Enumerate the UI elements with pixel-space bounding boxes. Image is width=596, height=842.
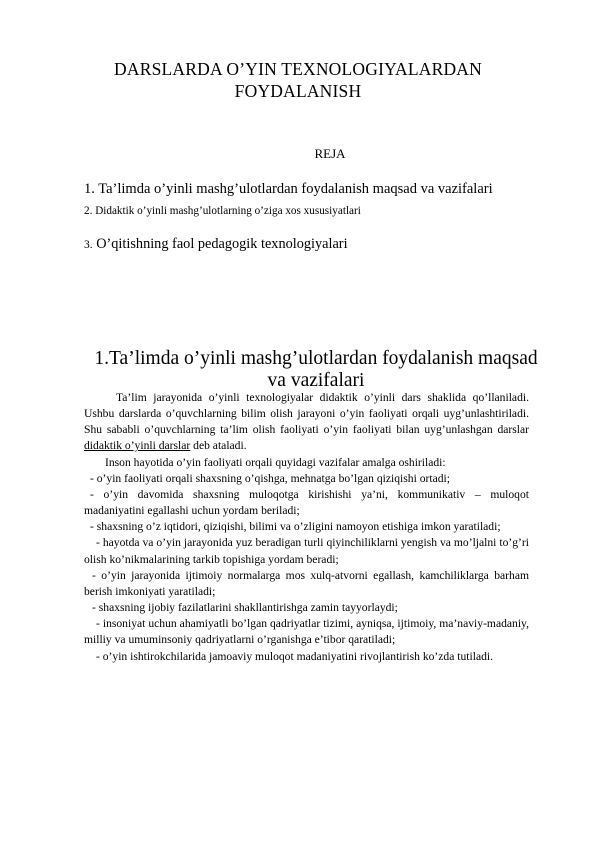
list-item: - o’yin ishtirokchilarida jamoaviy muloqot madaniyatini rivojlantirish ko’zda tutiladi.	[96, 649, 494, 663]
list-item: - shaxsning ijobiy fazilatlarini shakllantirishga zamin tayyorlaydi;	[92, 601, 398, 615]
document-title: DARSLARDA O’YIN TEXNOLOGIYALARDAN FOYDALANISH	[114, 59, 482, 101]
section-body	[84, 390, 529, 665]
plan-item-2-text: Didaktik o’yinli mashg’ulotlarning o’ziga xos xususiyatlari	[95, 205, 361, 217]
didactic-lessons-link: didaktik o’yinli darslar	[84, 439, 191, 453]
plan-item-2-number: 2.	[84, 205, 93, 217]
list-item: - o’yin jarayonida ijtimoiy normalarga mos xulq-atvorni egallash, kamchiliklarga barham berish imkoniyati yaratiladi;	[84, 568, 529, 598]
list-item: - o’yin davomida shaxsning muloqotga kirishishi ya’ni, kommunikativ – muloqot madaniyatini egallashi uchun yordam beriladi;	[84, 487, 529, 518]
plan-heading: REJA	[314, 146, 346, 161]
list-item: - shaxsning o’z iqtidori, qiziqishi, bilimi va o’zligini namoyon etishiga imkon yaratiladi;	[90, 520, 501, 534]
plan-item-1	[84, 181, 556, 198]
list-item: - hayotda va o’yin jarayonida yuz beradigan turli qiyinchiliklarni yengish va mo’ljalni to’g’ri olish ko’nikmalarining tarkib topishiga yordam beradi;	[84, 536, 529, 566]
plan-item-1-text: Ta’limda o’yinli mashg’ulotlardan foydalanish maqsad va vazifalari	[98, 181, 493, 197]
list-item: - o’yin faoliyati orqali shaxsning o’qishga, mehnatga bo’lgan qiziqishi ortadi;	[90, 471, 450, 485]
plan-item-3	[84, 236, 556, 253]
list-item: - insoniyat uchun ahamiyatli bo’lgan qadriyatlar tizimi, ayniqsa, ijtimoiy, ma’naviy-madaniy, milliy va umuminsoniy qadriyatlarni o’rganishga e’tibor qaratiladi;	[84, 617, 529, 647]
plan-item-2	[84, 205, 556, 217]
paragraph-intro-text: Ta’lim jarayonida o’yinli texnologiyalar didaktik o’yinli dars shaklida qo’llaniladi. Ushbu darslarda o’quvchlarning bilim olish jarayoni o’yin faoliyati orqali uyg’unlashtiriladi. Shu sababli o’quvchlarning ta’lim olish faoliyati o’yin faoliyati bilan uyg’unlashgan darslar	[84, 391, 529, 437]
paragraph-tasks: Inson hayotida o’yin faoliyati orqali quyidagi vazifalar amalga oshiriladi:	[105, 455, 446, 469]
plan-item-3-number: 3.	[84, 239, 93, 251]
paragraph-intro	[84, 390, 529, 455]
plan-item-1-number: 1.	[84, 181, 95, 197]
section-title: 1.Ta’limda o’yinli mashg’ulotlardan foydalanish maqsad va vazifalari	[94, 348, 538, 391]
paragraph-intro-end: deb ataladi.	[190, 439, 247, 453]
plan-item-3-text: O’qitishning faol pedagogik texnologiyalari	[96, 236, 348, 252]
